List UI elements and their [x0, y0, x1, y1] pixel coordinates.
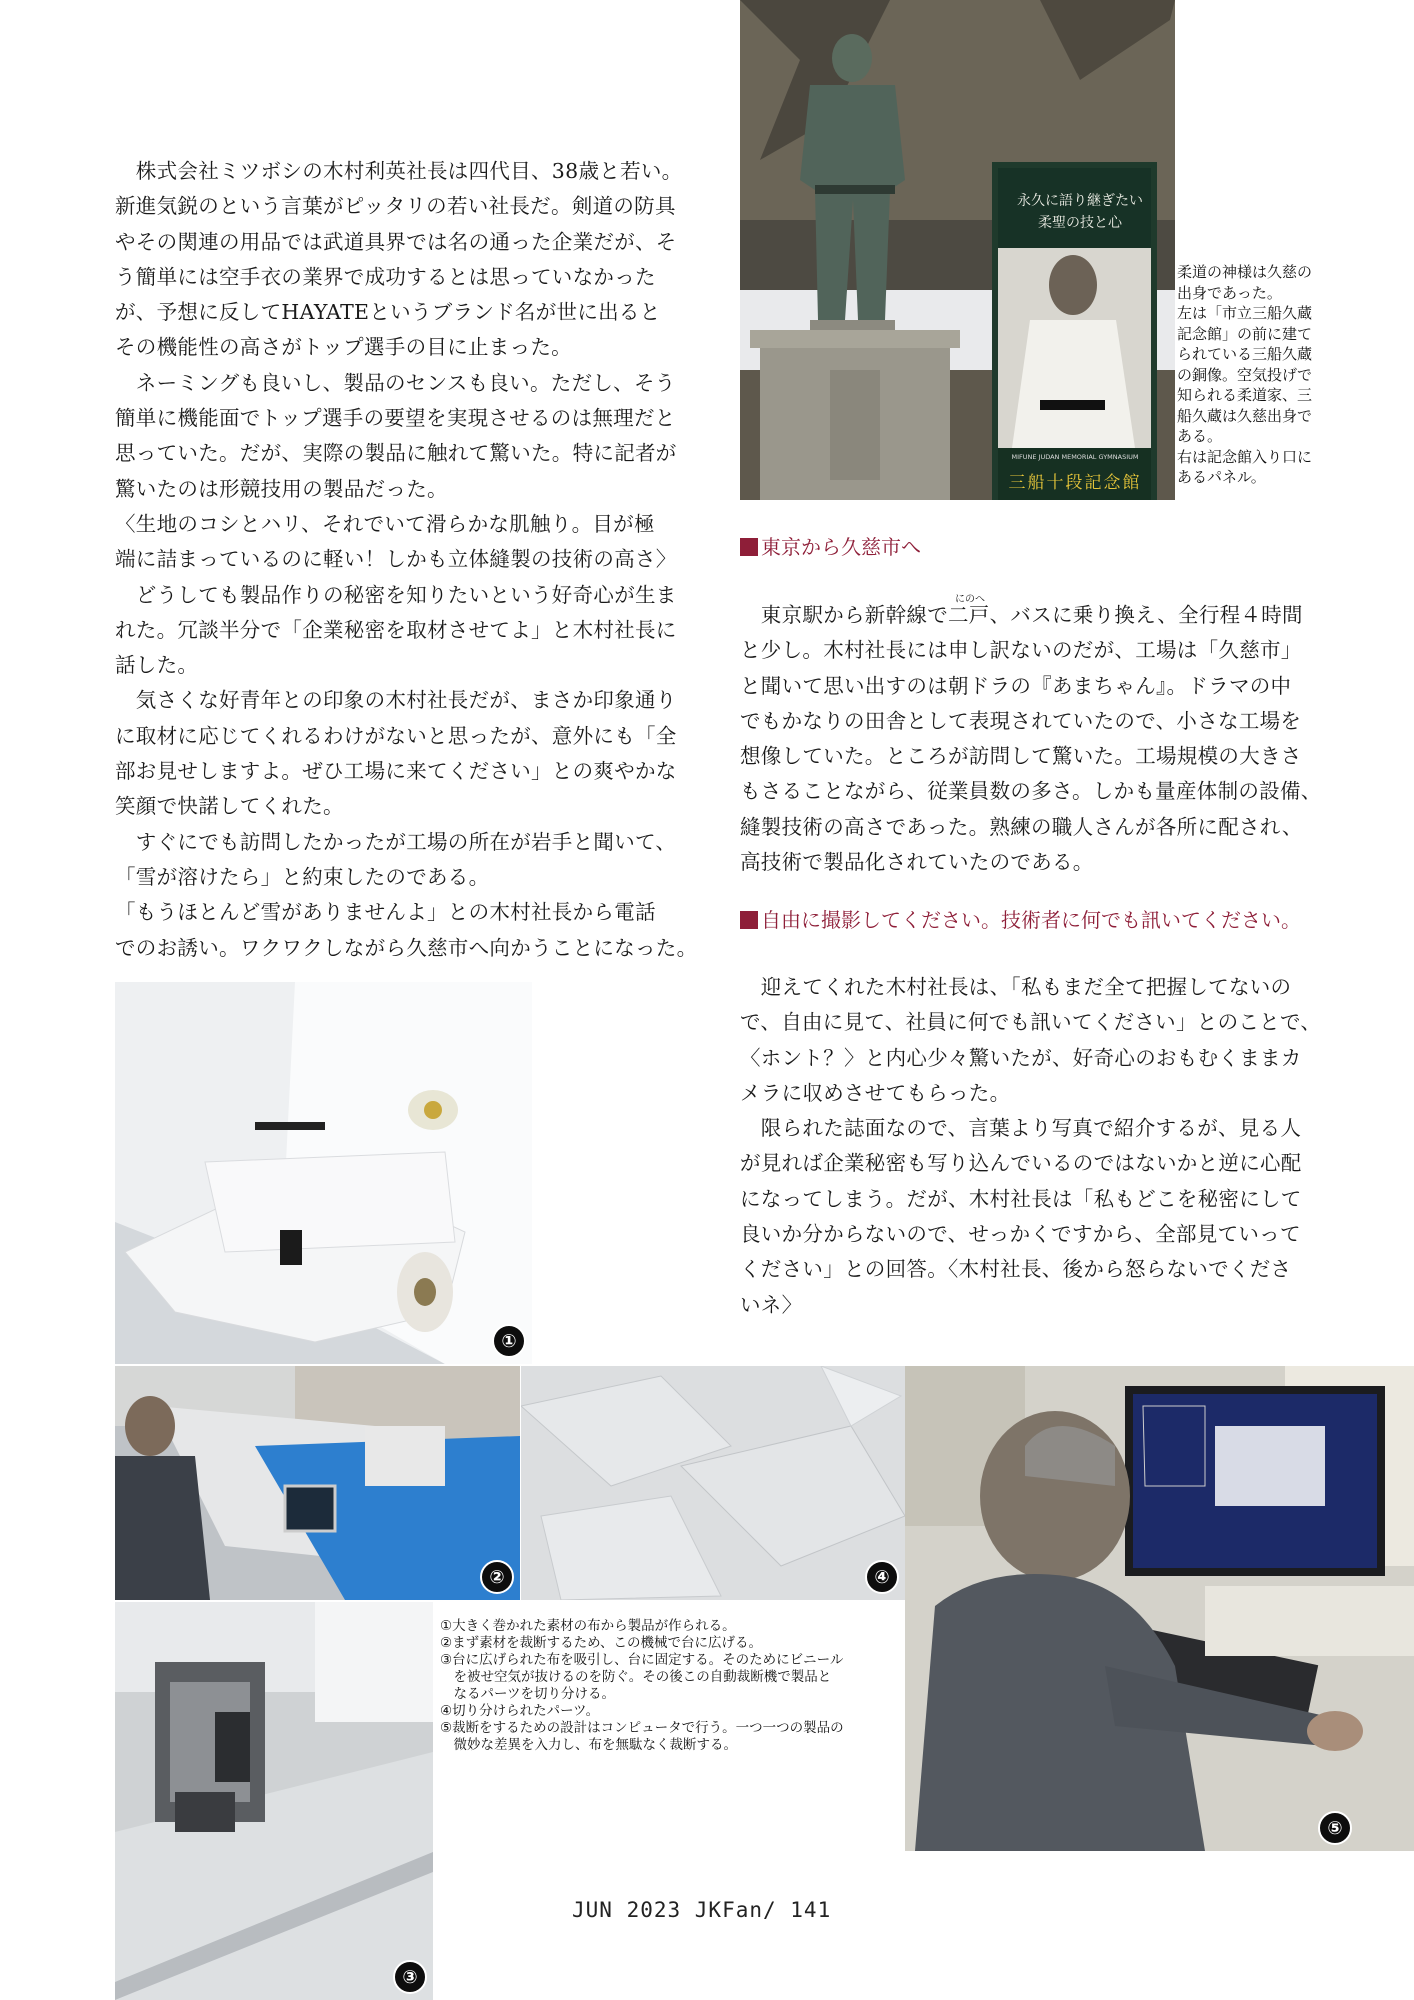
- text-line: になってしまう。だが、木村社長は「私もどこを秘密にして: [740, 1186, 1302, 1211]
- caption-line: 微妙な差異を入力し、布を無駄なく裁断する。: [440, 1737, 737, 1753]
- text-line: いネ〉: [740, 1292, 803, 1317]
- caption-line: 右は記念館入り口に: [1177, 447, 1313, 466]
- text-line: ください」との回答。〈木村社長、後から怒らないでくださ: [740, 1257, 1292, 1282]
- text-line: う簡単には空手衣の業界で成功するとは思っていなかった: [115, 264, 656, 289]
- banner-text: [1010, 190, 1150, 234]
- text-line: 気さくな好青年との印象の木村社長だが、まさか印象通り: [115, 688, 677, 713]
- caption-line: 船久蔵は久慈出身で: [1177, 406, 1313, 425]
- photo-computer-design: [905, 1366, 1414, 1851]
- photo-captions: [440, 1618, 844, 1754]
- caption-line: なるパーツを切り分ける。: [440, 1686, 615, 1702]
- banner-line: 柔聖の技と心: [1038, 215, 1122, 231]
- text-line: 迎えてくれた木村社長は、「私もまだ全て把握してないの: [740, 975, 1292, 999]
- gym-name-en: MIFUNE JUDAN MEMORIAL GYMNASIUM: [1011, 453, 1139, 461]
- caption-line: 出身であった。: [1177, 283, 1282, 302]
- photo-fabric-roll: [115, 982, 532, 1364]
- caption-line: 左は「市立三船久蔵: [1177, 304, 1313, 322]
- caption-line: ある。: [1177, 427, 1223, 445]
- section-heading-tokyo: [740, 531, 921, 560]
- text-line: が見れば企業秘密も写り込んでいるのではないかと逆に心配: [740, 1151, 1302, 1176]
- photo-number-badge: ③: [393, 1960, 427, 1994]
- text-line: と少し。木村社長には申し訳ないのだが、工場は「久慈市」: [740, 638, 1302, 663]
- text-line: と聞いて思い出すのは朝ドラの『あまちゃん』。ドラマの中: [740, 673, 1292, 698]
- section-heading-free-shooting: [740, 904, 1301, 933]
- text-line: 「雪が溶けたら」と約束したのである。: [115, 864, 490, 889]
- furigana: にのへ: [955, 594, 985, 605]
- text-line: 笑顔で快諾してくれた。: [115, 794, 344, 819]
- text-line: 思っていた。だが、実際の製品に触れて驚いた。特に記者が: [115, 441, 677, 466]
- text-line: 高技術で製品化されていたのである。: [740, 850, 1094, 875]
- photo-number-badge: ①: [492, 1324, 526, 1358]
- photo-auto-cutter: [115, 1602, 433, 2000]
- caption-line: ⑤裁断をするための設計はコンピュータで行う。一つ一つの製品の: [440, 1720, 844, 1736]
- text-line: 簡単に機能面でトップ選手の要望を実現させるのは無理だと: [115, 406, 676, 431]
- text-line: 株式会社ミツボシの木村利英社長は四代目、38歳と若い。: [115, 159, 683, 183]
- statue-photo: [740, 0, 1175, 500]
- text-line: 「もうほとんど雪がありませんよ」との木村社長から電話: [115, 900, 656, 925]
- text-line: でもかなりの田舎として表現されていたので、小さな工場を: [740, 708, 1302, 733]
- text-line: 想像していた。ところが訪問して驚いた。工場規模の大きさ: [740, 744, 1302, 769]
- caption-line: を被せ空気が抜けるのを防ぐ。その後この自動裁断機で製品と: [440, 1669, 832, 1685]
- text-line: 良いか分からないので、せっかくですから、全部見ていって: [740, 1222, 1301, 1247]
- text-line: で、自由に見て、社員に何でも訊いてください」とのことで、: [740, 1010, 1322, 1035]
- text-line: 東京駅から新幹線で二戸、バスに乗り換え、全行程４時間: [740, 603, 1303, 627]
- text-line: れた。冗談半分で「企業秘密を取材させてよ」と木村社長に: [115, 617, 677, 642]
- text-line: 縫製技術の高さであった。熟練の職人さんが各所に配され、: [740, 814, 1303, 839]
- text-line: 端に詰まっているのに軽い！しかも立体縫製の技術の高さ〉: [115, 547, 677, 572]
- section1-text: [740, 598, 1322, 880]
- caption-line: 柔道の神様は久慈の: [1177, 263, 1313, 281]
- page-footer: JUN 2023 JKFan/ 141: [572, 1898, 832, 1922]
- text-line: すぐにでも訪問したかったが工場の所在が岩手と聞いて、: [115, 829, 677, 854]
- left-column-text: [115, 154, 697, 966]
- caption-line: ②まず素材を裁断するため、この機械で台に広げる。: [440, 1635, 763, 1651]
- section2-text: [740, 970, 1321, 1323]
- text-line: メラに収めさせてもらった。: [740, 1080, 1011, 1105]
- caption-line: あるパネル。: [1177, 468, 1266, 486]
- text-line: 〈ホント？〉と内心少々驚いたが、好奇心のおもむくままカ: [740, 1045, 1302, 1070]
- text-line: 〈生地のコシとハリ、それでいて滑らかな肌触り。目が極: [115, 511, 655, 536]
- text-line: やその関連の用品では武道具界では名の通った企業だが、そ: [115, 229, 677, 254]
- text-line: 限られた誌面なので、言葉より写真で紹介するが、見る人: [740, 1116, 1302, 1141]
- text-line: ネーミングも良いし、製品のセンスも良い。ただし、そう: [115, 370, 676, 395]
- photo-spreading-machine: [115, 1366, 520, 1600]
- heading-square-icon: [740, 911, 758, 929]
- photo-number-badge: ④: [865, 1560, 899, 1594]
- caption-line: の銅像。空気投げで: [1177, 365, 1313, 384]
- text-line: もさることながら、従業員数の多さ。しかも量産体制の設備、: [740, 779, 1322, 804]
- text-line: その機能性の高さがトップ選手の目に止まった。: [115, 335, 572, 360]
- heading-square-icon: [740, 538, 758, 556]
- text-line: 新進気鋭のという言葉がピッタリの若い社長だ。剣道の防具: [115, 194, 676, 219]
- text-line: 話した。: [115, 653, 199, 678]
- text-line: でのお誘い。ワクワクしながら久慈市へ向かうことになった。: [115, 935, 698, 960]
- statue-caption: [1177, 262, 1312, 488]
- caption-line: ①大きく巻かれた素材の布から製品が作られる。: [440, 1618, 736, 1634]
- heading-text: 東京から久慈市へ: [761, 535, 921, 559]
- gym-name-jp: 三船十段記念館: [1008, 473, 1142, 493]
- caption-line: られている三船久蔵: [1177, 345, 1313, 363]
- banner-line: 永久に語り継ぎたい: [1017, 193, 1143, 209]
- caption-line: 記念館」の前に建て: [1177, 324, 1313, 343]
- photo-number-badge: ②: [480, 1560, 514, 1594]
- photo-cut-parts: [521, 1366, 905, 1600]
- photo-number-badge: ⑤: [1318, 1811, 1352, 1845]
- text-line: どうしても製品作りの秘密を知りたいという好奇心が生ま: [115, 582, 677, 607]
- text-line: が、予想に反してHAYATEというブランド名が世に出ると: [115, 300, 661, 325]
- text-line: 驚いたのは形競技用の製品だった。: [115, 476, 448, 501]
- text-line: に取材に応じてくれるわけがないと思ったが、意外にも「全: [115, 723, 677, 748]
- heading-text: 自由に撮影してください。技術者に何でも訊いてください。: [761, 908, 1301, 932]
- caption-line: ③台に広げられた布を吸引し、台に固定する。そのためにビニール: [440, 1652, 844, 1668]
- text-line: 部お見せしますよ。ぜひ工場に来てください」との爽やかな: [115, 759, 677, 784]
- caption-line: 知られる柔道家、三: [1177, 386, 1313, 404]
- caption-line: ④切り分けられたパーツ。: [440, 1703, 600, 1719]
